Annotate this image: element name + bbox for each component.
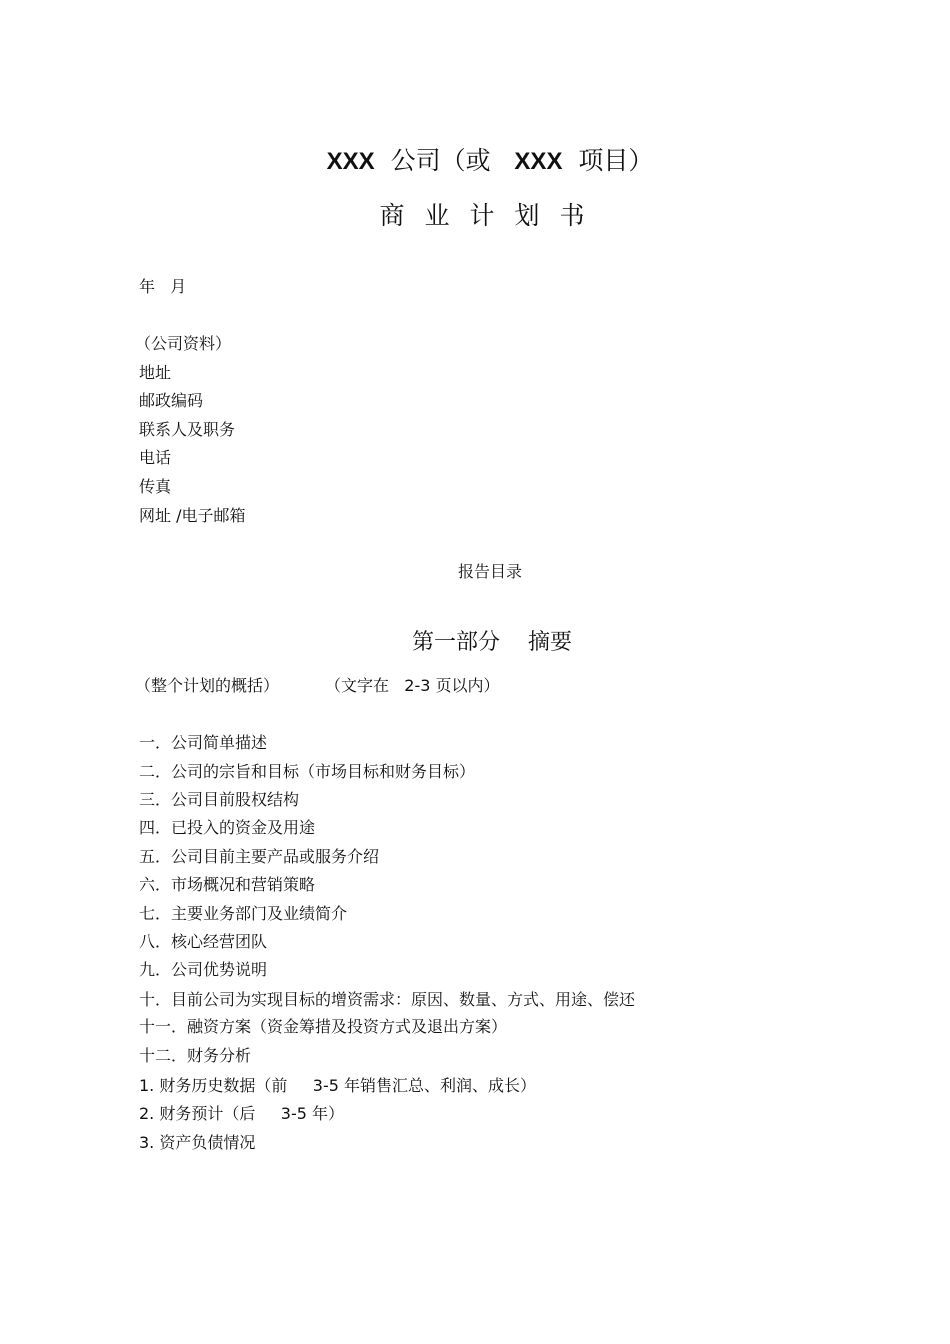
- company-info-postcode: 邮政编码: [139, 391, 204, 410]
- toc-item: 六．市场概况和营销策略: [139, 875, 316, 894]
- toc-item: 四．已投入的资金及用途: [139, 818, 316, 837]
- company-info-heading: （公司资料）: [135, 334, 232, 353]
- title-prefix-2: XXX: [514, 148, 563, 175]
- date-line: 年 月: [139, 277, 187, 296]
- toc-title: 报告目录: [457, 562, 522, 581]
- part1-title: 第一部分 摘要: [412, 630, 572, 655]
- document-subtitle: 商业计划书: [379, 201, 605, 230]
- toc-item: 五．公司目前主要产品或服务介绍: [139, 847, 380, 866]
- company-info-contact: 联系人及职务: [139, 420, 236, 439]
- toc-item: 十一．融资方案（资金筹措及投资方式及退出方案）: [139, 1017, 508, 1036]
- title-prefix: XXX: [326, 148, 375, 175]
- toc-item: 三．公司目前股权结构: [139, 790, 300, 809]
- company-info-fax: 传真: [139, 477, 172, 496]
- part1-note-right: （文字在 2-3 页以内）: [325, 676, 500, 695]
- toc-sub-item: 3. 资产负债情况: [139, 1133, 256, 1152]
- title-suffix: 项目）: [578, 146, 654, 175]
- toc-item: 二．公司的宗旨和目标（市场目标和财务目标）: [139, 762, 476, 781]
- company-info-address: 地址: [139, 363, 172, 382]
- toc-sub-item: 1. 财务历史数据（前 3-5 年销售汇总、利润、成长）: [139, 1076, 537, 1095]
- toc-item: 十．目前公司为实现目标的增资需求：原因、数量、方式、用途、偿还: [139, 990, 636, 1009]
- toc-item: 八．核心经营团队: [139, 932, 268, 951]
- toc-sub-item: 2. 财务预计（后 3-5 年）: [139, 1104, 345, 1123]
- toc-item: 十二．财务分析: [139, 1046, 252, 1065]
- company-info-website: 网址 /电子邮箱: [139, 506, 246, 525]
- toc-item: 九．公司优势说明: [139, 960, 268, 979]
- toc-item: 一．公司简单描述: [139, 733, 268, 752]
- title-mid: 公司（或: [390, 146, 491, 175]
- document-title: [0, 143, 950, 180]
- company-info-phone: 电话: [139, 448, 172, 467]
- part1-note-left: （整个计划的概括）: [135, 676, 280, 695]
- toc-item: 七．主要业务部门及业绩简介: [139, 904, 348, 923]
